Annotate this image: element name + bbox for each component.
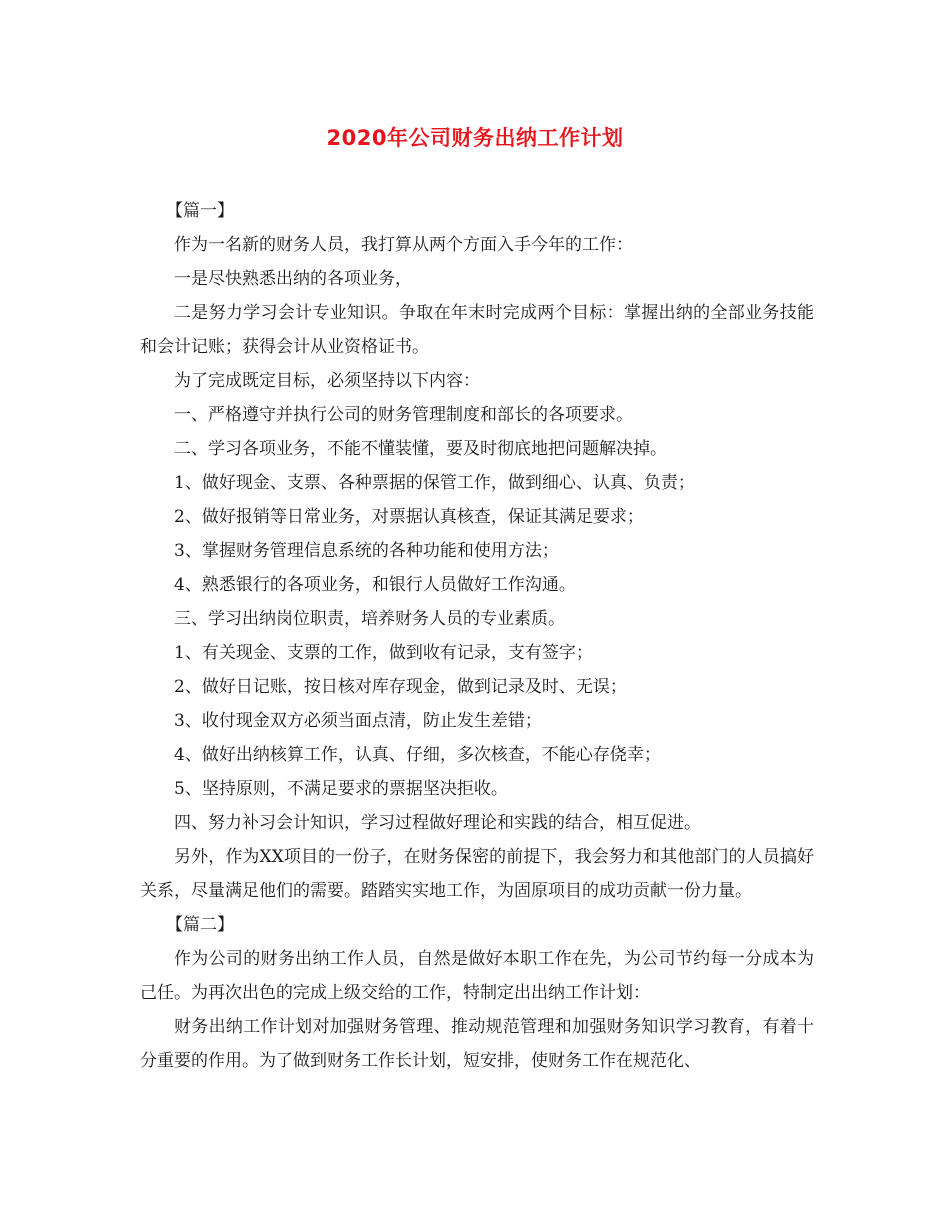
list-item: 3、掌握财务管理信息系统的各种功能和使用方法； xyxy=(174,541,559,561)
list-item: 1、有关现金、支票的工作，做到收有记录，支有签字； xyxy=(174,643,593,663)
paragraph: 作为一名新的财务人员，我打算从两个方面入手今年的工作： xyxy=(174,235,633,255)
document-title: 2020年公司财务出纳工作计划 xyxy=(326,126,624,150)
paragraph: 四、努力补习会计知识，学习过程做好理论和实践的结合，相互促进。 xyxy=(174,813,701,833)
list-item: 4、做好出纳核算工作，认真、仔细，多次核查，不能心存侥幸； xyxy=(174,745,661,765)
paragraph: 二、学习各项业务，不能不懂装懂，要及时彻底地把问题解决掉。 xyxy=(174,439,667,459)
paragraph: 三、学习出纳岗位职责，培养财务人员的专业素质。 xyxy=(174,609,565,629)
list-item: 5、坚持原则，不满足要求的票据坚决拒收。 xyxy=(174,779,508,799)
list-item: 1、做好现金、支票、各种票据的保管工作，做到细心、认真、负责； xyxy=(174,473,695,493)
paragraph: 二是努力学习会计专业知识。争取在年末时完成两个目标：掌握出纳的全部业务技能和会计记账；获得会计从业资格证书。 xyxy=(140,303,814,357)
list-item: 4、熟悉银行的各项业务，和银行人员做好工作沟通。 xyxy=(174,575,576,595)
section-heading: 【篇二】 xyxy=(166,915,234,935)
paragraph: 一是尽快熟悉出纳的各项业务， xyxy=(174,269,412,289)
paragraph: 财务出纳工作计划对加强财务管理、推动规范管理和加强财务知识学习教育，有着十分重要的作用。为了做到财务工作长计划，短安排，使财务工作在规范化、 xyxy=(140,1017,814,1071)
list-item: 3、收付现金双方必须当面点清，防止发生差错； xyxy=(174,711,542,731)
paragraph: 另外，作为XX项目的一份子，在财务保密的前提下，我会努力和其他部门的人员搞好关系，尽量满足他们的需要。踏踏实实地工作，为固原项目的成功贡献一份力量。 xyxy=(140,847,814,901)
paragraph: 一、严格遵守并执行公司的财务管理制度和部长的各项要求。 xyxy=(174,405,633,425)
list-item: 2、做好日记账，按日核对库存现金，做到记录及时、无误； xyxy=(174,677,627,697)
paragraph: 为了完成既定目标，必须坚持以下内容： xyxy=(174,371,480,391)
list-item: 2、做好报销等日常业务，对票据认真核查，保证其满足要求； xyxy=(174,507,644,527)
paragraph: 作为公司的财务出纳工作人员，自然是做好本职工作在先，为公司节约每一分成本为己任。为再次出色的完成上级交给的工作，特制定出出纳工作计划： xyxy=(140,949,814,1003)
document-body xyxy=(140,194,814,1078)
section-heading: 【篇一】 xyxy=(166,201,234,221)
